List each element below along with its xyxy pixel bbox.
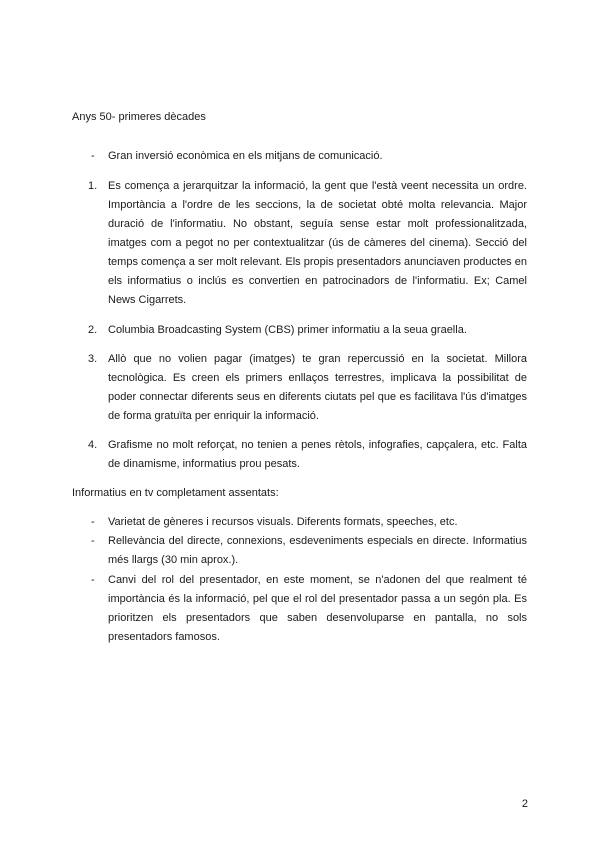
bullet-text: Rellevància del directe, connexions, esdeveniments especials en directe. Informatius més llargs (30 min aprox.). — [108, 535, 527, 566]
bullet-text: Canvi del rol del presentador, en este moment, se n'adonen del que realment té importància és la informació, pel que el rol del presentador passa a un segón pla. Es prioritzen els presentadors que saben desenvoluparse en pantalla, no sols presentadors famosos. — [108, 574, 527, 643]
bullet-text: Varietat de gèneres i recursos visuals. Diferents formats, speeches, etc. — [108, 516, 458, 528]
bullet-marker: - — [91, 516, 95, 528]
item-text: Allò que no volien pagar (imatges) te gran repercussió en la societat. Millora tecnològica. Es creen els primers enllaços terrestres, implicava la possibilitat de poder connectar diferents seus en diferents ciutats pel que es facilitava l'ús d'imatges de forma gratuïta per enriquir la informació. — [108, 353, 527, 422]
item-number: 4. — [88, 439, 98, 451]
item-text: Grafisme no molt reforçat, no tenien a penes rètols, infografies, capçalera, etc. Falta de dinamisme, informatius prou pesats. — [108, 439, 527, 470]
bullet-marker: - — [91, 574, 95, 586]
item-number: 3. — [88, 353, 98, 365]
bullet-item — [91, 513, 527, 532]
bullet-marker: - — [91, 535, 95, 547]
bullet-item — [91, 571, 527, 647]
numbered-item-3 — [88, 350, 527, 426]
item-number: 1. — [88, 180, 98, 192]
bullet-item — [91, 147, 527, 166]
item-number: 2. — [88, 324, 98, 336]
section-heading-anys-50: Anys 50- primeres dècades — [72, 111, 206, 123]
numbered-item-2 — [88, 321, 527, 340]
numbered-item-4 — [88, 436, 527, 474]
bullet-text: Gran inversió econòmica en els mitjans de comunicació. — [108, 150, 383, 162]
item-text: Columbia Broadcasting System (CBS) primer informatiu a la seua graella. — [108, 324, 467, 336]
page-number: 2 — [521, 798, 528, 810]
bullet-marker: - — [91, 150, 95, 162]
numbered-item-1 — [88, 177, 527, 310]
section-heading-informatius: Informatius en tv completament assentats: — [72, 487, 279, 499]
item-text: Es comença a jerarquitzar la informació, la gent que l'està veent necessita un ordre. Importància a l'ordre de les seccions, la de societat obté molta relevancia. Major duració de l'informatiu. No obstant, seguía sense estar molt professionalitzada, imatges com a pegot no per contextualitzar (ús de càmeres del cinema). Secció del temps comença a ser molt relevant. Els propis presentadors anunciaven productes en els informatius o inclús es convertien en patrocinadors de l'informatiu. Ex; Camel News Cigarrets. — [108, 180, 527, 306]
bullet-item — [91, 532, 527, 570]
